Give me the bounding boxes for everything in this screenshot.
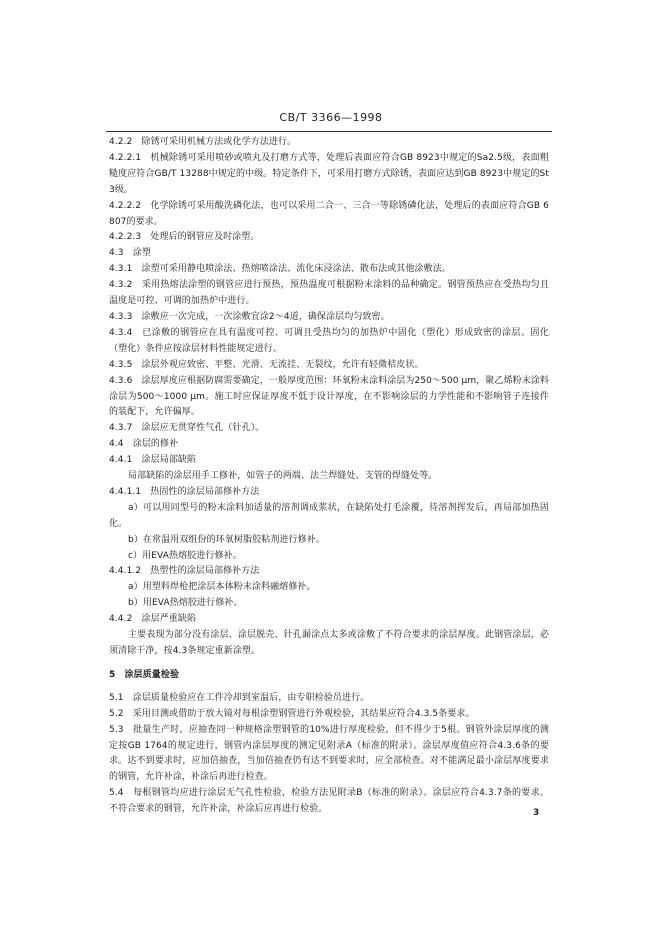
- clause-4-2-2-3: 4.2.2.3 处理后的钢管应及时涂塑。: [109, 232, 260, 243]
- clause-4-3-5: 4.3.5 涂层外观应致密、平整、光滑、无流挂、无裂纹，允许有轻微桔皮状。: [109, 359, 424, 370]
- header-rule: [106, 131, 552, 132]
- document-body: [109, 135, 549, 818]
- list-item-b1: b）在常温用双组份的环氧树脂胶粘剂进行修补。: [128, 534, 325, 545]
- clause-5-3: 5.3 批量生产时，应抽查同一种规格涂塑钢管的10%进行厚度检验，但不得少于5根。钢管外涂层厚度的测定按GB 1764的规定进行，钢管内涂层厚度的测定见附录A（标准的附录）。涂层厚度值应符合4.3.6条的要求。达不到要求时，应加倍抽查，当加倍抽查仍有达不到要求时，应全部检查。对不能满足最小涂层厚度要求的钢管，允许补涂，补涂后再进行检查。: [109, 724, 549, 783]
- clause-4-2-2-2: 4.2.2.2 化学除锈可采用酸洗磷化法，也可以采用二合一、三合一等除锈磷化法，处理后的表面应符合GB 6807的要求。: [109, 200, 549, 227]
- clause-4-2-2: 4.2.2 除锈可采用机械方法或化学方法进行。: [109, 137, 297, 147]
- clause-4-3-4: 4.3.4 已涂敷的钢管应在具有温度可控、可调且受热均匀的加热炉中固化（塑化）形成致密的涂层。固化（塑化）条件应按涂层材料性能规定进行。: [109, 327, 549, 354]
- list-item-b2: b）用EVA热熔胶进行修补。: [128, 598, 243, 609]
- clause-5-1: 5.1 涂层质量检验应在工件冷却到室温后，由专职检验员进行。: [109, 692, 370, 703]
- clause-4-4-2-text: 主要表现为部分没有涂层、涂层脱壳、针孔漏涂点太多或涂敷了不符合要求的涂层厚度。此钢管涂层，必须清除干净，按4.3条规定重新涂塑。: [109, 630, 549, 656]
- clause-4-4-1-2: 4.4.1.2 热塑性的涂层局部修补方法: [109, 566, 260, 577]
- clause-4-4-1: 4.4.1 涂层局部缺陷: [109, 455, 197, 466]
- section-5-heading: 5 涂层质量检验: [109, 669, 180, 680]
- clause-4-3-7: 4.3.7 涂层应无贯穿性气孔（针孔）。: [109, 423, 265, 434]
- list-item-a2: a）用塑料焊枪把涂层本体粉末涂料融熔修补。: [128, 582, 316, 593]
- clause-4-4-2: 4.4.2 涂层严重缺陷: [109, 614, 197, 625]
- clause-4-3-2: 4.3.2 采用热熔法涂塑的钢管应进行预热，预热温度可根据粉末涂料的品种确定。钢管预热应在受热均匀且温度是可控、可调的加热炉中进行。: [109, 280, 549, 307]
- clause-5-4: 5.4 每根钢管均应进行涂层无气孔性检验，检验方法见附录B（标准的附录）。涂层应符合4.3.7条的要求。不符合要求的钢管，允许补涂，补涂后应再进行检验。: [109, 788, 549, 815]
- clause-4-3: 4.3 涂塑: [109, 248, 151, 259]
- page-number: 3: [533, 808, 540, 818]
- clause-4-4: 4.4 涂层的修补: [109, 439, 179, 450]
- page-header: CB/T 3366—1998: [279, 111, 383, 124]
- clause-4-3-3: 4.3.3 涂敷应一次完成，一次涂敷宜涂2～4道，确保涂层均匀致密。: [109, 311, 390, 322]
- clause-4-4-1-1: 4.4.1.1 热固性的涂层局部修补方法: [109, 486, 260, 497]
- list-item-c1: c）用EVA热熔胶进行修补。: [128, 550, 242, 561]
- clause-4-4-1-text: 局部缺陷的涂层用手工修补，如管子的两端、法兰焊缝处、支管的焊缝处等。: [128, 471, 438, 482]
- clause-5-2: 5.2 采用目测或借助于放大镜对每根涂塑钢管进行外观检验，其结果应符合4.3.5条要求。: [109, 708, 475, 719]
- clause-4-3-6: 4.3.6 涂层厚度应根据防腐需要确定，一般厚度范围：环氧粉末涂料涂层为250～500 μm，聚乙烯粉末涂料涂层为500～1000 μm。施工时应保证厚度不低于设计厚度，在不影响涂层的力学性能和不影响管子连接件的装配下，允许偏厚。: [109, 375, 550, 418]
- clause-4-2-2-1: 4.2.2.1 机械除锈可采用喷砂或喷丸及打磨方式等，处理后表面应符合GB 8923中规定的Sa2.5级，表面粗糙度应符合GB/T 13288中规定的中级。特定条件下，可采用打磨方式除锈，表面应达到GB 8923中规定的St3级。: [109, 152, 549, 195]
- list-item-a1: a）可以用同型号的粉末涂料加适量的溶剂调成浆状，在缺陷处打毛涂覆，待溶剂挥发后，再局部加热固化。: [109, 502, 549, 529]
- clause-4-3-1: 4.3.1 涂塑可采用静电喷涂法、热熔喷涂法、流化床浸涂法、散布法或其他涂敷法。: [109, 264, 451, 275]
